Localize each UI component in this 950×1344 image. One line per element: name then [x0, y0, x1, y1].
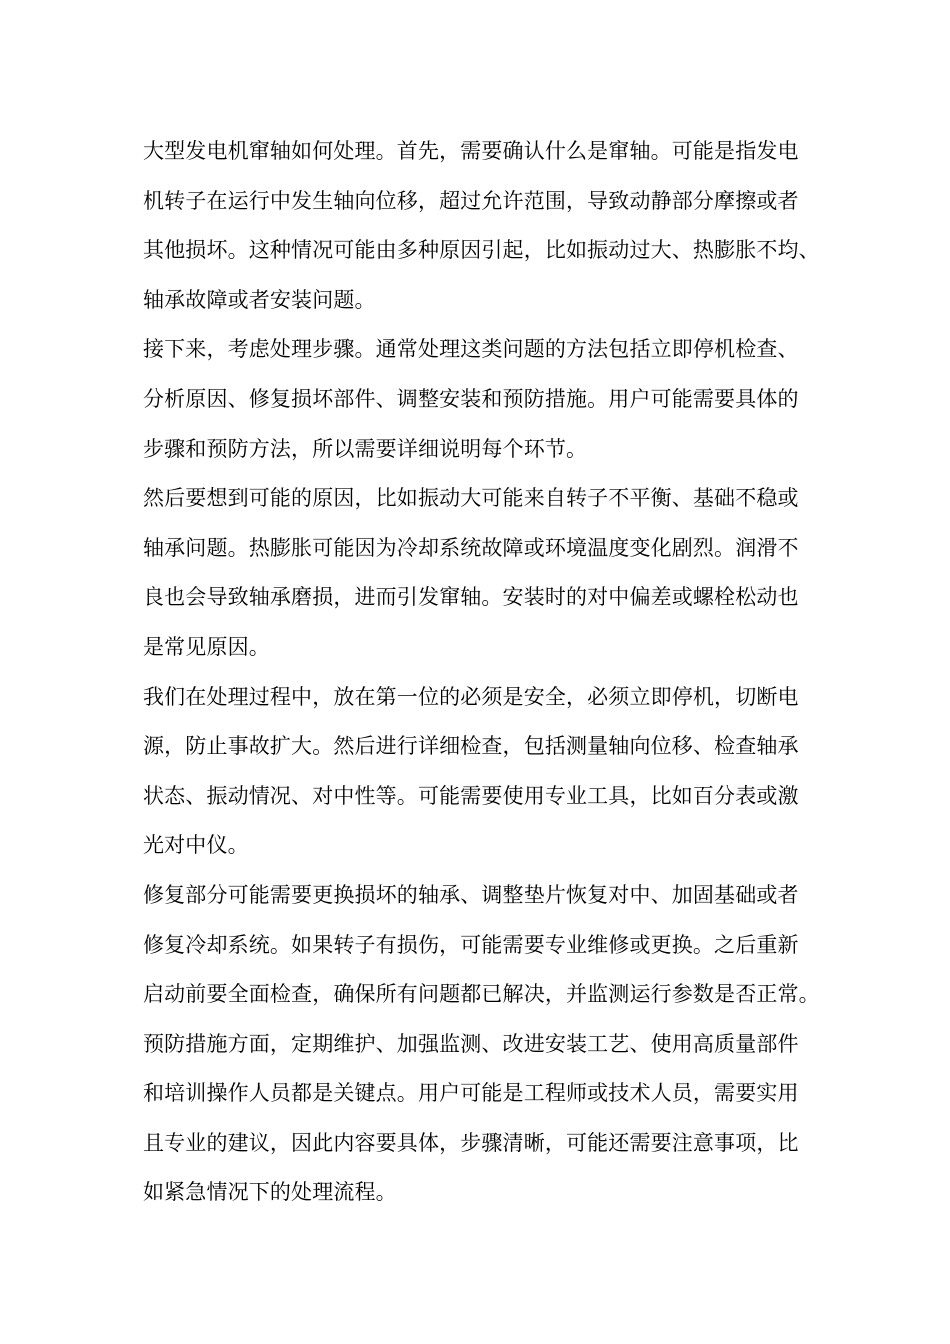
- text-line: 分析原因、修复损坏部件、调整安装和预防措施。用户可能需要具体的: [143, 386, 799, 411]
- text-line: 预防措施方面，定期维护、加强监测、改进安装工艺、使用高质量部件: [143, 1031, 799, 1056]
- text-line: 轴承故障或者安装问题。: [143, 287, 376, 312]
- text-line: 光对中仪。: [143, 833, 249, 858]
- text-line: 状态、振动情况、对中性等。可能需要使用专业工具，比如百分表或激: [143, 783, 799, 808]
- text-line: 其他损坏。这种情况可能由多种原因引起，比如振动过大、热膨胀不均、: [143, 238, 820, 263]
- paragraph-5: [143, 871, 833, 1020]
- text-line: 如紧急情况下的处理流程。: [143, 1180, 397, 1205]
- text-line: 且专业的建议，因此内容要具体，步骤清晰，可能还需要注意事项，比: [143, 1130, 799, 1155]
- paragraph-3: [143, 474, 833, 672]
- text-line: 轴承问题。热膨胀可能因为冷却系统故障或环境温度变化剧烈。润滑不: [143, 535, 799, 560]
- text-line: 和培训操作人员都是关键点。用户可能是工程师或技术人员，需要实用: [143, 1081, 799, 1106]
- text-line: 启动前要全面检查，确保所有问题都已解决，并监测运行参数是否正常。: [143, 982, 820, 1007]
- document-body: [143, 127, 833, 1218]
- text-line: 机转子在运行中发生轴向位移，超过允许范围，导致动静部分摩擦或者: [143, 188, 799, 213]
- text-line: 修复冷却系统。如果转子有损伤，可能需要专业维修或更换。之后重新: [143, 932, 799, 957]
- text-line: 然后要想到可能的原因，比如振动大可能来自转子不平衡、基础不稳或: [143, 486, 799, 511]
- text-line: 源，防止事故扩大。然后进行详细检查，包括测量轴向位移、检查轴承: [143, 734, 799, 759]
- text-line: 修复部分可能需要更换损坏的轴承、调整垫片恢复对中、加固基础或者: [143, 882, 799, 907]
- text-line: 步骤和预防方法，所以需要详细说明每个环节。: [143, 436, 588, 461]
- paragraph-6: [143, 1020, 833, 1218]
- text-line: 我们在处理过程中，放在第一位的必须是安全，必须立即停机，切断电: [143, 684, 799, 709]
- text-line: 大型发电机窜轴如何处理。首先，需要确认什么是窜轴。可能是指发电: [143, 139, 799, 163]
- text-line: 是常见原因。: [143, 634, 270, 659]
- paragraph-1: [143, 127, 833, 325]
- paragraph-4: [143, 673, 833, 871]
- text-line: 接下来，考虑处理步骤。通常处理这类问题的方法包括立即停机检查、: [143, 337, 799, 362]
- paragraph-2: [143, 325, 833, 474]
- text-line: 良也会导致轴承磨损，进而引发窜轴。安装时的对中偏差或螺栓松动也: [143, 585, 799, 610]
